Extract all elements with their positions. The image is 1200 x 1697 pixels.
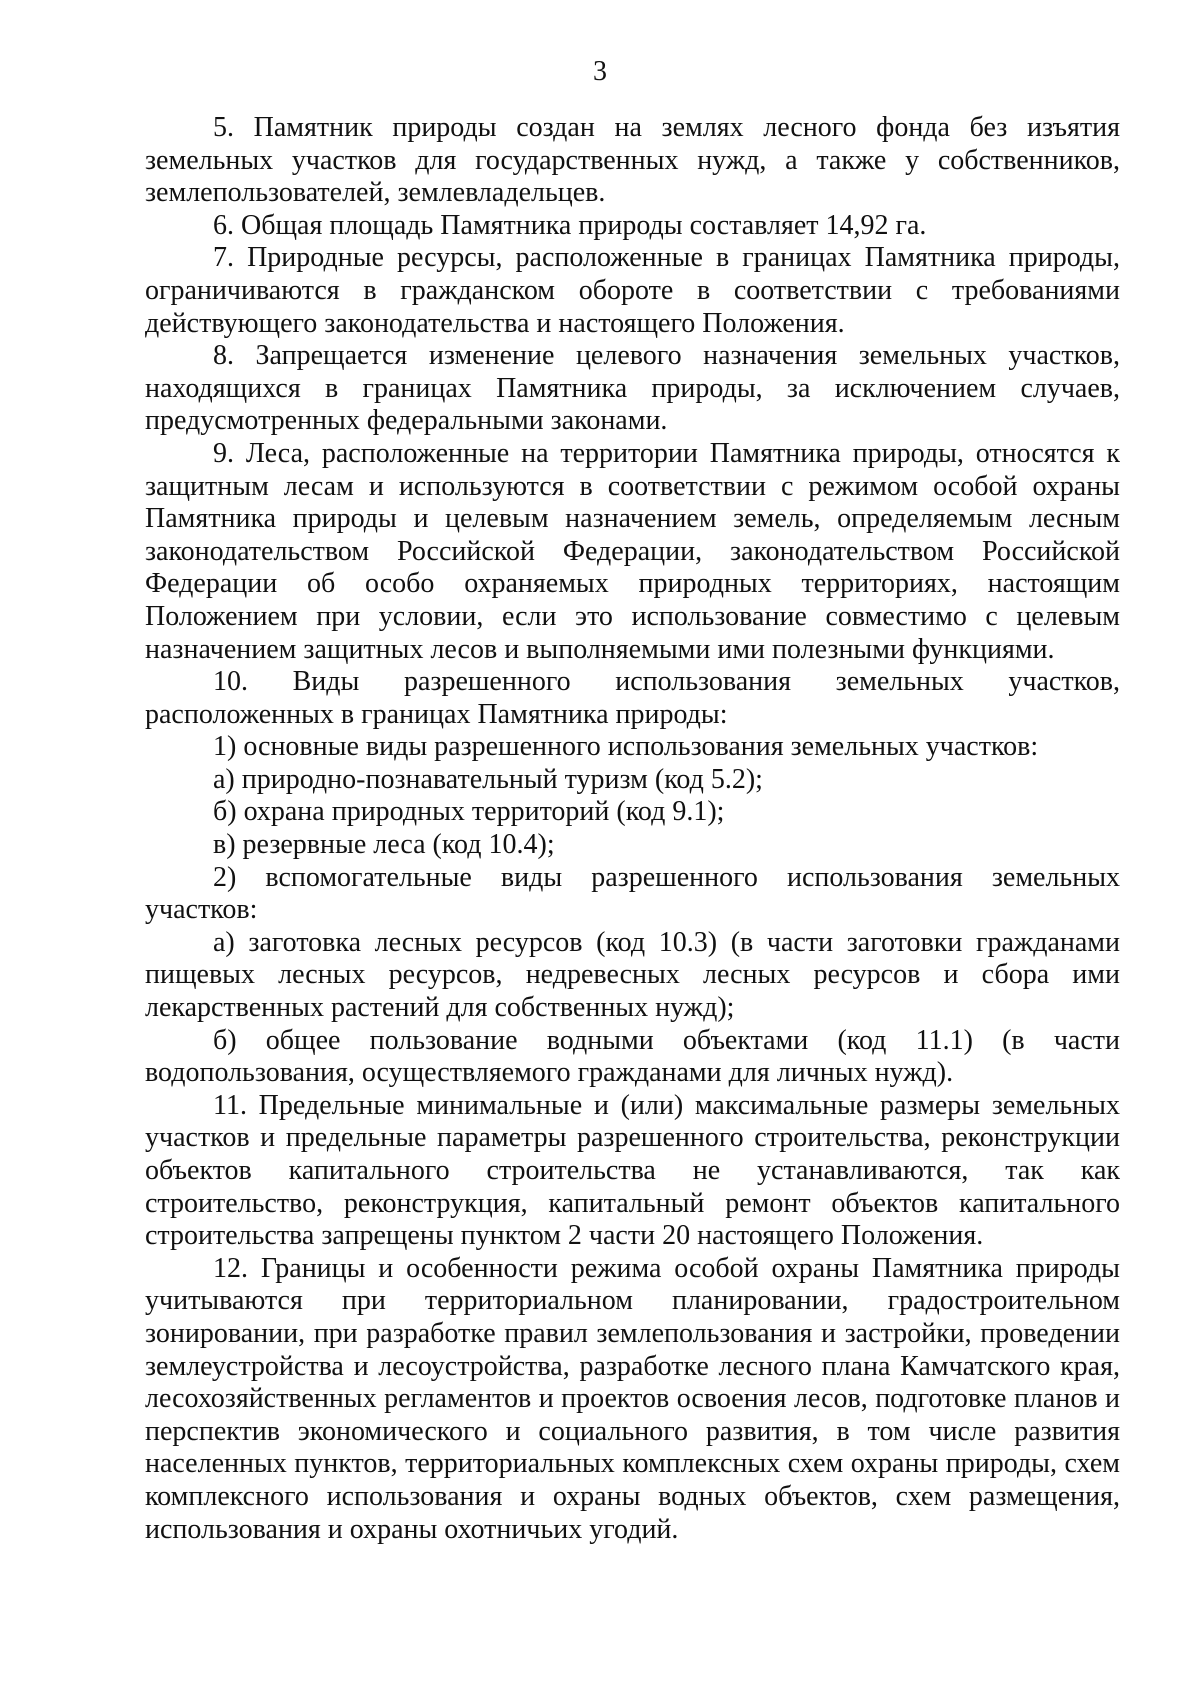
list-item-main-uses: 1) основные виды разрешенного использования земельных участков: (213, 731, 1039, 763)
paragraph-11: 11. Предельные минимальные и (или) максимальные размеры земельных участков и предельные параметры разрешенного строительства, реконструкции объектов капитального строительства не устанавливаются, так как строительство, реконструкция, капитальный ремонт объектов капитального строительства запрещены пунктом 2 части 20 настоящего Положения. (145, 1089, 1120, 1252)
page-number: 3 (593, 56, 607, 87)
list-item-auxiliary-use-b: б) общее пользование водными объектами (код 11.1) (в части водопользования, осуществляемого гражданами для личных нужд). (145, 1024, 1120, 1089)
list-item-main-use-c: в) резервные леса (код 10.4); (213, 829, 555, 861)
list-item-main-use-b: б) охрана природных территорий (код 9.1); (213, 796, 725, 828)
paragraph-12: 12. Границы и особенности режима особой охраны Памятника природы учитываются при территориальном планировании, градостроительном зонировании, при разработке правил землепользования и застройки, проведении землеустройства и лесоустройства, разработке лесного плана Камчатского края, лесохозяйственных регламентов и проектов освоения лесов, подготовке планов и перспектив экономического и социального развития, в том числе развития населенных пунктов, территориальных комплексных схем охраны природы, схем комплексного использования и охраны водных объектов, схем размещения, использования и охраны охотничьих угодий. (145, 1252, 1120, 1545)
paragraph-9: 9. Леса, расположенные на территории Памятника природы, относятся к защитным лесам и используются в соответствии с режимом особой охраны Памятника природы и целевым назначением земель, определяемым лесным законодательством Российской Федерации, законодательством Российской Федерации об особо охраняемых природных территориях, настоящим Положением при условии, если это использование совместимо с целевым назначением защитных лесов и выполняемыми ими полезными функциями. (145, 437, 1120, 665)
paragraph-8: 8. Запрещается изменение целевого назначения земельных участков, находящихся в границах Памятника природы, за исключением случаев, предусмотренных федеральными законами. (145, 340, 1120, 437)
paragraph-7: 7. Природные ресурсы, расположенные в границах Памятника природы, ограничиваются в гражданском обороте в соответствии с требованиями действующего законодательства и настоящего Положения. (145, 242, 1120, 339)
list-item-auxiliary-uses: 2) вспомогательные виды разрешенного использования земельных участков: (145, 861, 1120, 926)
paragraph-5: 5. Памятник природы создан на землях лесного фонда без изъятия земельных участков для государственных нужд, а также у собственников, землепользователей, землевладельцев. (145, 112, 1120, 209)
document-body (145, 112, 1120, 1546)
list-item-auxiliary-use-a: а) заготовка лесных ресурсов (код 10.3) (в части заготовки гражданами пищевых лесных ресурсов, недревесных лесных ресурсов и сбора ими лекарственных растений для собственных нужд); (145, 926, 1120, 1024)
paragraph-6: 6. Общая площадь Памятника природы составляет 14,92 га. (213, 209, 927, 241)
list-item-main-use-a: а) природно-познавательный туризм (код 5.2); (213, 763, 763, 795)
paragraph-10: 10. Виды разрешенного использования земельных участков, расположенных в границах Памятника природы: (145, 666, 1120, 730)
